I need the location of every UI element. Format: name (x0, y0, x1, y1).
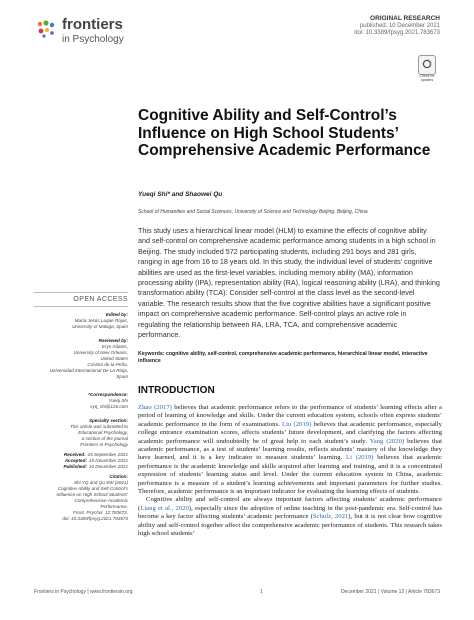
reviewed-by-block (34, 338, 128, 380)
date-label: Received: (63, 452, 86, 457)
reviewer-line: Eryn Adams, (101, 344, 128, 349)
paragraph-text: believes that academic performance refers to the performance of students’ learning effects after a period of learning of knowledge and skills. Under the current education system, schools often express students’ academic performance in the form of examinations. (138, 404, 442, 428)
specialty-line: This article was submitted to (70, 424, 128, 429)
edited-by-label: Edited by: (105, 312, 128, 317)
footer-issue: December 2021 | Volume 12 | Article 783673 (340, 589, 440, 595)
frontiers-logo-icon (34, 18, 58, 40)
keywords-value: cognitive ability, self-control, comprehensive academic performance, hierarchical linear model, interactive influence (138, 351, 428, 364)
paragraph (138, 404, 442, 496)
correspondence-label: *Correspondence: (88, 392, 128, 397)
citation-line: Front. Psychol. 12:783673. (73, 510, 128, 515)
specialty-line: Frontiers in Psychology (80, 442, 128, 447)
doi-line[interactable]: doi: 10.3389/fpsyg.2021.783673 (354, 30, 440, 36)
check-updates-badge[interactable] (418, 55, 436, 82)
citation-line: Shi YQ and Qu SW (2021) (73, 480, 128, 485)
correspondence-block (34, 392, 128, 410)
authors: Yueqi Shi* and Shaowei Qu (138, 191, 223, 198)
footer-journal[interactable]: Frontiers in Psychology | www.frontiersin.org (34, 589, 133, 595)
specialty-line: a section of the journal (81, 436, 128, 441)
refresh-icon (422, 59, 432, 69)
reviewer-line: Universidad Internacional De La Rioja, (49, 368, 128, 373)
citation-link[interactable]: Liu (2019) (282, 420, 312, 428)
page-number: 1 (260, 589, 263, 595)
citation-label: Citation: (109, 474, 128, 479)
edited-by-block (34, 312, 128, 330)
sidebar-divider (34, 306, 128, 307)
paragraph-text: believes that academic performance, especially college entrance examination scores, affects students’ future development, and clarifying the factors affecting academic performance will undoubtedly be of great help to each student’s study. (138, 420, 442, 445)
citation-link[interactable]: Li (2019) (346, 454, 374, 462)
article-title: Cognitive Ability and Self-Control’s Influence on High School Students’ Comprehensive Academic Performance (138, 107, 431, 159)
reviewed-by-label: Reviewed by: (98, 338, 128, 343)
reviewer-line: United States (100, 356, 128, 361)
keywords (138, 351, 440, 365)
article-type: ORIGINAL RESEARCH (370, 15, 440, 22)
paragraph-text: Cognitive ability and self-control are always important factors affecting students’ academic performance ( (138, 496, 442, 512)
specialty-label: Specialty section: (88, 418, 128, 423)
keywords-label: Keywords: (138, 351, 165, 357)
specialty-block (34, 418, 128, 448)
editor-line: María Jesús Luque Rojas, (74, 318, 128, 323)
correspondence-email[interactable]: syq_shi@126.com (90, 404, 128, 409)
abstract: This study uses a hierarchical linear model (HLM) to examine the effects of cognitive ability and self-control on comprehensive academic performance among students in a high school in Beijing. The study included 572 participating students, including 291 boys and 281 girls, ranging in age from 16 to 18 years old. In this study, the individual level of students’ cognitive abilities are used as the first-level variables, including memory ability (MA), information processing ability (IPA), representation ability (RA), logical reasoning ability (LRA), and thinking transformation ability (TCA). Consider self-control at the class level as the second-level variable. The research results show that the five cognitive abilities have a significant positive impact on comprehensive academic performance. Self-control plays an active role in regulating the relationship between RA, LRA, TCA, and comprehensive academic performance. (138, 226, 440, 340)
citation-link[interactable]: Liang et al., 2020 (140, 504, 189, 512)
date-label: Published: (63, 464, 87, 469)
citation-line: Performance. (100, 504, 128, 509)
citation-link[interactable]: Schulz, 2021 (312, 513, 349, 521)
date-value: 15 November 2021 (88, 458, 128, 463)
journal-logo-subtext: in Psychology (62, 34, 124, 45)
published-line: published: 10 December 2021 (359, 22, 440, 29)
article-meta (354, 15, 440, 38)
citation-doi[interactable]: doi: 10.3389/fpsyg.2021.783673 (62, 516, 128, 521)
reviewer-line: Spain (116, 374, 128, 379)
citation-block (34, 474, 128, 522)
date-label: Accepted: (64, 458, 87, 463)
paragraph (138, 496, 442, 538)
specialty-line: Educational Psychology, (78, 430, 128, 435)
sidebar-divider (34, 292, 128, 293)
paragraph-text: believes that academic performance is the academic knowledge and skills acquired after learning and training, and it is a concentrated expression of students’ learning status and level. Under the current education system in China, academic performance is a measure of a student’s learning achievements and important parameters for further studies. Therefore, academic performance is an important indicator for evaluating the learning effects of students. (138, 454, 442, 496)
citation-link[interactable]: Zhao (2017) (138, 404, 172, 411)
section-heading: INTRODUCTION (138, 385, 215, 396)
editor-line: University of Malaga, Spain (72, 324, 128, 329)
reviewer-line: University of New Orleans, (73, 350, 128, 355)
date-value: 10 December 2021 (88, 464, 128, 469)
citation-line: Cognitive Ability and Self-Control’s (57, 486, 128, 491)
reviewer-line: Cristina de-la-Peña, (87, 362, 128, 367)
affiliation: School of Humanities and Social Sciences, University of Science and Technology Beijing, Beijing, China (138, 209, 368, 215)
paragraph-text: ), but it is not clear how cognitive ability and self-control together affect the comprehensive academic performance of students. This research takes high school students’ (138, 513, 443, 538)
open-access-label: OPEN ACCESS (73, 296, 128, 303)
date-row (34, 464, 128, 470)
check-updates-label: Check for updates (419, 74, 435, 82)
dates-block (34, 452, 128, 470)
paragraph-text: believes that academic performance, as a test of students’ learning results, reflects students’ mastery of the knowledge they have learned, and it is a key indicator to measure students’ learning. (138, 437, 442, 462)
date-value: 26 September 2021 (87, 452, 128, 457)
citation-line: Influence on High School Students’ (56, 492, 128, 497)
paragraph-text: ), especially since the adoption of online teaching in the post-pandemic era. Self-control has become a key factor affecting students’ academic performance ( (138, 504, 442, 521)
citation-link[interactable]: Yang (2020) (369, 437, 405, 445)
citation-line: Comprehensive Academic (74, 498, 128, 503)
correspondence-line: Yueqi Shi (108, 398, 128, 403)
journal-logo-text: frontiers (62, 16, 123, 33)
introduction-body (138, 404, 442, 539)
